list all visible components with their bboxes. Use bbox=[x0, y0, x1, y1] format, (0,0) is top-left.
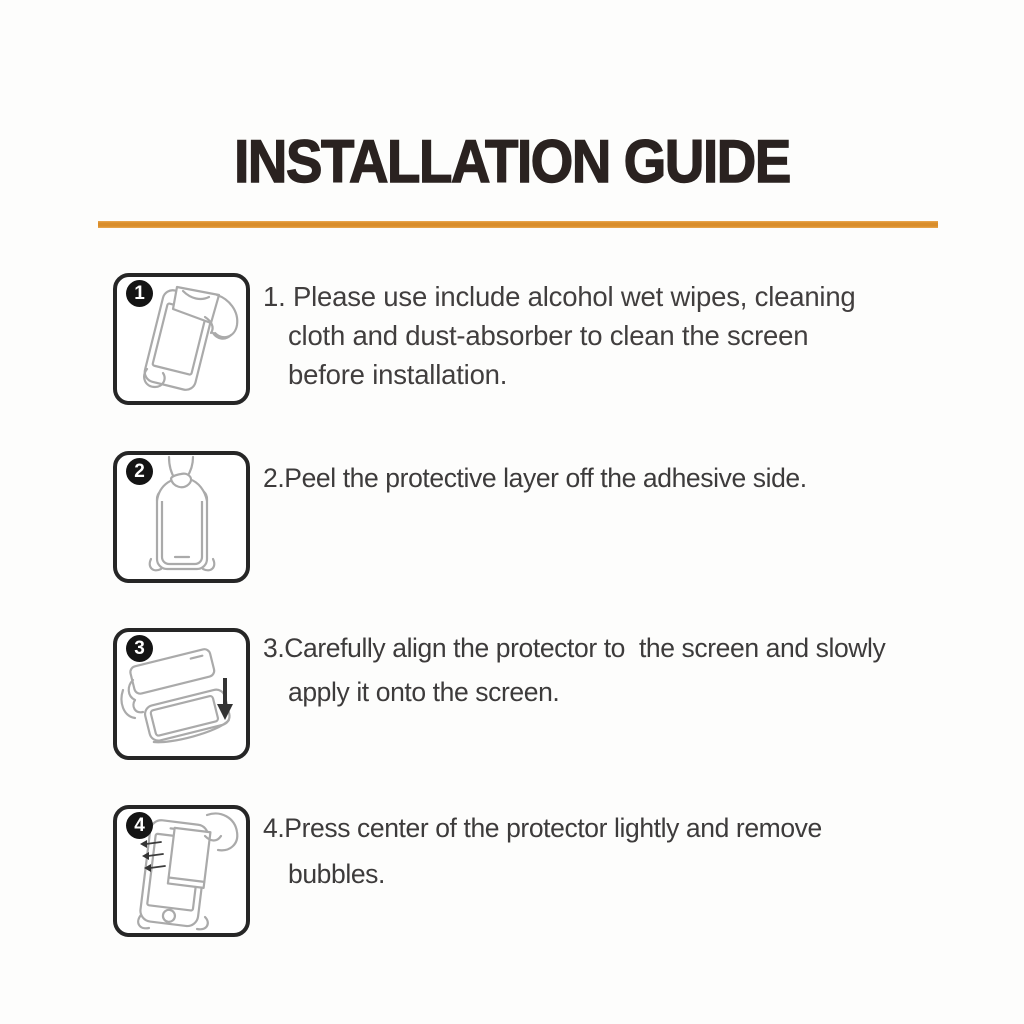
step-4-figure bbox=[113, 805, 250, 937]
step-1-line-3: before installation. bbox=[288, 359, 508, 390]
step-2-figure bbox=[113, 451, 250, 583]
step-2-number-badge: 2 bbox=[126, 458, 153, 485]
step-1-figure bbox=[113, 273, 250, 405]
step-3-number-badge: 3 bbox=[126, 635, 153, 662]
step-4-number-badge: 4 bbox=[126, 812, 153, 839]
step-3-text bbox=[263, 626, 885, 714]
page-title: INSTALLATION GUIDE bbox=[234, 128, 790, 195]
step-2-text bbox=[263, 458, 807, 498]
step-1-line-1: 1. Please use include alcohol wet wipes, cleaning bbox=[263, 281, 856, 312]
step-3-line-2: apply it onto the screen. bbox=[288, 677, 560, 707]
step-2-line-1: 2.Peel the protective layer off the adhesive side. bbox=[263, 463, 807, 493]
step-3-line-1: 3.Carefully align the protector to the screen and slowly bbox=[263, 633, 886, 663]
step-4-text bbox=[263, 805, 822, 897]
step-1-line-2: cloth and dust-absorber to clean the screen bbox=[288, 320, 809, 351]
step-3-figure bbox=[113, 628, 250, 760]
accent-divider bbox=[98, 221, 938, 228]
step-1-number-badge: 1 bbox=[126, 280, 153, 307]
step-4-line-2: bubbles. bbox=[288, 859, 385, 889]
step-1-text bbox=[263, 277, 856, 394]
step-4-line-1: 4.Press center of the protector lightly and remove bbox=[263, 813, 822, 843]
